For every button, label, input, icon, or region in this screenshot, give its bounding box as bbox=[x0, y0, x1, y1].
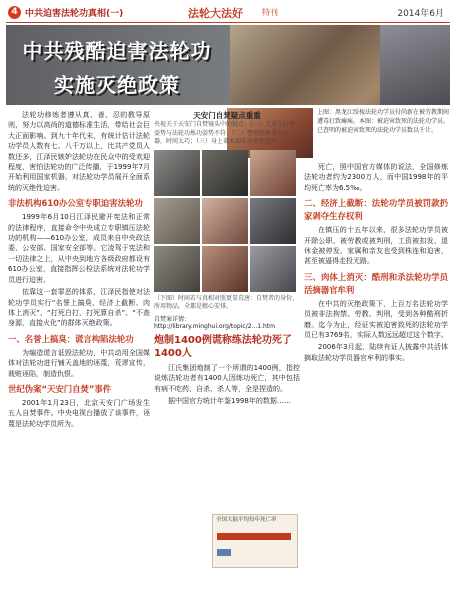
photo-cell bbox=[202, 246, 248, 292]
chart-title: 全国大陆平均每年死亡率 bbox=[216, 517, 277, 523]
chart-bar bbox=[217, 533, 291, 540]
paragraph: 法轮功修炼者遵从真、善、忍的教导原则，努力以高尚的道德标准生活，带给社会巨大正面影响。到九十年代末，有统计估计法轮功学员人数有七、八千万以上，比共产党员人数还多，江泽民嫉妒法轮功在民众中的受欢迎程度，害怕法轮功的广泛传播，于1999年7月开始利用国家机器，对法轮功学员展开全面系统的灭绝性迫害。 bbox=[8, 111, 150, 192]
paragraph: 死亡，照中国官方媒体的说法，全国修炼法轮功者约为2300万人，而中国1998年的平均死亡率为6.5‰。 bbox=[304, 163, 448, 192]
paragraph: 为编造谎言诋毁法轮功，中共动用全国媒体对法轮功进行铺天盖地的诬蔑，荒谬宣传，栽赃诬陷，制造仇恨。 bbox=[8, 348, 150, 378]
paragraph: 据中国官方统计年鉴1998年的数据…… bbox=[168, 397, 291, 406]
section-heading: 三、肉体上消灭：酷刑和杀法轮功学员 活摘器官牟利 bbox=[304, 271, 448, 295]
section-heading: 世纪伪案“天安门自焚”事件 bbox=[8, 383, 112, 394]
brand-title: 法轮大法好 bbox=[188, 7, 243, 20]
page-header bbox=[0, 0, 456, 24]
tiananmen-note: 央视关于天安门自焚镜头中的疑点：（一）王进东打坐姿势与法轮功炼功姿势不符；（二）警察跑来拿灭火器，时间太巧；（三）身上着火却头发依然完好…… bbox=[154, 121, 296, 146]
section-heading: 炮制1400例谎称练法轮功死了1400人 bbox=[154, 334, 292, 359]
photo-grid bbox=[154, 150, 300, 292]
section-heading: 一、名誉上搞臭：谎言构陷法轮功 bbox=[8, 333, 134, 344]
special-edition-label: 特刊 bbox=[262, 8, 278, 17]
paragraph: 1999年6月10日江泽民避开宪法和正常的法律程序，直接命令中央成立专职镇压法轮功的机构——610办公室，成员来自中央政法委、公安部、国家安全部等。它凌驾于宪法和一切法律之上，从中央到地方各级政府都设有610办公室，直接指挥公检法系统对法轮功学员进行迫害。 bbox=[8, 213, 150, 284]
paragraph: 江氏集团炮制了一个所谓的1400例，指控说炼法轮功者有1400人因练功死亡，其中包括有病不吃药、自杀、杀人等，全是捏造的。 bbox=[154, 363, 300, 393]
photo-caption: 上图：黑龙江绥棱法轮功学员付尚新在被劳教期间遭毒打致瘫痪。本图：被迫害致死的法轮功学员。已查明的被迫害致死的法轮功学员数以千计。 bbox=[317, 109, 450, 134]
section-title: 中共迫害法轮功真相(一) bbox=[25, 9, 124, 19]
tiananmen-title: 天安门自焚疑点重重 bbox=[193, 111, 261, 120]
photo-cell bbox=[202, 150, 248, 196]
photo-cell bbox=[154, 246, 200, 292]
chart-bar bbox=[217, 549, 231, 556]
banner-photo bbox=[230, 25, 450, 105]
article-column-2 bbox=[154, 110, 300, 409]
paragraph-block bbox=[154, 363, 300, 407]
issue-date: 2014年6月 bbox=[397, 9, 444, 19]
section-heading: 二、经济上截断：法轮功学员被罚款扔家剥夺生存权利 bbox=[304, 198, 448, 222]
banner-photo-inset bbox=[380, 25, 450, 105]
grid-caption: （下图）时间若与真相对照更显荒唐：自焚者的身份、所用物品，全都是精心安排。 bbox=[154, 294, 299, 311]
source-label: 自焚案详情： bbox=[154, 315, 191, 323]
article-column-1 bbox=[8, 110, 150, 431]
page-number: 4 bbox=[8, 6, 21, 19]
photo-cell bbox=[250, 150, 296, 196]
paragraph: 在镇压的十五年以来，很多法轮功学员被开除公职、被劳教或被判刑，工资被扣发、退休金被停发，家属和亲友也受到株连和迫害，甚至被逼得走投无路。 bbox=[304, 226, 448, 266]
death-rate-chart bbox=[212, 514, 298, 568]
photo-cell bbox=[250, 246, 296, 292]
source-url[interactable]: http://library.minghui.org/topic/2...1.htm bbox=[154, 322, 275, 330]
headline-line-1: 中共残酷迫害法轮功 bbox=[22, 39, 212, 63]
headline-line-2: 实施灭绝政策 bbox=[54, 73, 180, 97]
paragraph: 2001年1月23日，北京天安门广场发生五人自焚事件。中央电视台播放了该事件，诬蔑是法轮功学员所为。 bbox=[8, 398, 150, 428]
photo-cell bbox=[154, 198, 200, 244]
section-heading: 非法机构610办公室专职迫害法轮功 bbox=[8, 198, 143, 209]
paragraph: 依靠这一套罪恶的体系，江泽民指使对法轮功学员实行“名誉上搞臭、经济上截断、肉体上消灭”、“打死白打，打死算自杀”、“不查身源，直接火化”的群体灭绝政策。 bbox=[8, 288, 150, 328]
photo-cell bbox=[202, 198, 248, 244]
article-column-3 bbox=[304, 162, 448, 365]
paragraph: 在中共的灭绝政策下，上百万名法轮功学员被非法拘禁、劳教、判刑，受到各种酷刑折磨。迄今为止，经证实被迫害致死的法轮功学员已有3769名，实际人数远远超过这个数字。 bbox=[304, 299, 448, 340]
photo-cell bbox=[154, 150, 200, 196]
title-banner bbox=[6, 25, 450, 105]
paragraph: 2006年3月起，陆续有证人披露中共活体摘取法轮功学员器官牟利的事实。 bbox=[304, 343, 448, 362]
photo-cell bbox=[250, 198, 296, 244]
header-rule bbox=[6, 22, 450, 23]
